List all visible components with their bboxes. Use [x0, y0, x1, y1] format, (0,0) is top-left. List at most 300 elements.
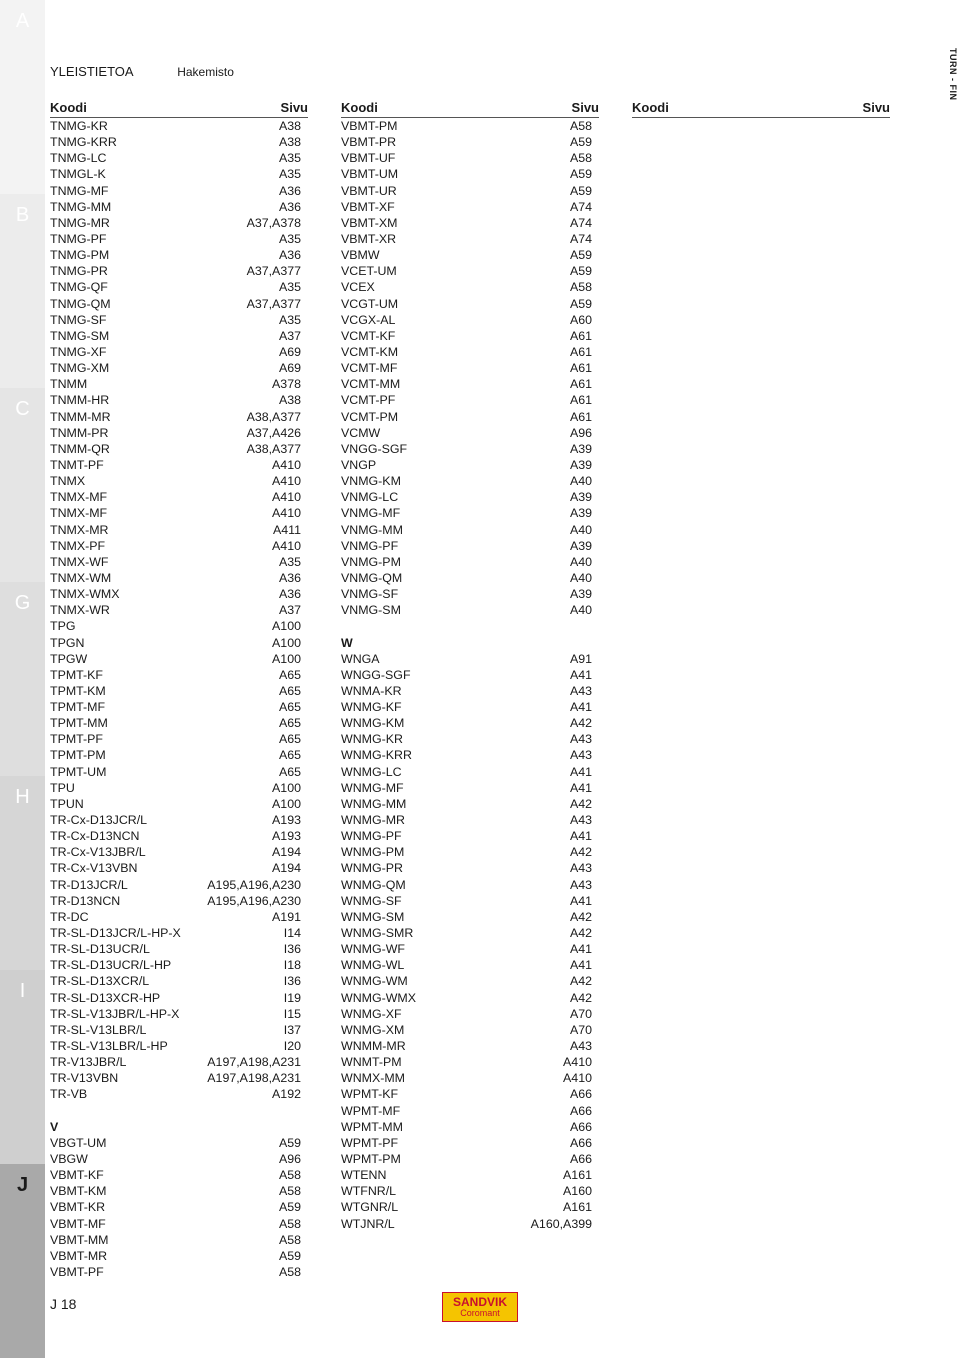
side-label: TURN - FIN: [948, 48, 958, 101]
item-code: VNMG-MM: [341, 522, 403, 537]
index-row: [50, 586, 308, 602]
item-code: TR-SL-D13UCR/L: [50, 942, 150, 957]
item-code: TR-V13VBN: [50, 1071, 119, 1086]
index-row: [341, 215, 599, 231]
page-header-label: Sivu: [280, 100, 308, 115]
column-header: [341, 100, 599, 118]
item-code: TNMX-PF: [50, 538, 106, 553]
item-code: WTENN: [341, 1168, 387, 1183]
item-page: A42: [569, 990, 592, 1005]
item-code: VBMT-XF: [341, 199, 395, 214]
index-row: [50, 957, 308, 973]
item-code: TR-Cx-D13NCN: [50, 829, 140, 844]
item-page: A160: [563, 1184, 592, 1199]
item-code: TNMG-PR: [50, 264, 108, 279]
item-code: VNMG-PF: [341, 538, 399, 553]
index-row: [50, 796, 308, 812]
item-code: VBMT-PF: [50, 1264, 104, 1279]
tab-g[interactable]: [0, 582, 45, 776]
item-page: A39: [569, 538, 592, 553]
index-row: [341, 150, 599, 166]
tab-b[interactable]: [0, 194, 45, 388]
tab-label: A: [15, 10, 30, 32]
index-row: [50, 667, 308, 683]
item-code: WNMG-QM: [341, 877, 406, 892]
item-page: A39: [569, 457, 592, 472]
index-row: [341, 1183, 599, 1199]
item-page: A38: [278, 135, 301, 150]
item-code: TNMG-MF: [50, 183, 109, 198]
item-page: A65: [278, 748, 301, 763]
item-page: A61: [569, 344, 592, 359]
index-row: [341, 1199, 599, 1215]
item-code: WNMG-SM: [341, 909, 405, 924]
index-row: [50, 1167, 308, 1183]
item-page: A40: [569, 570, 592, 585]
item-page: A43: [569, 861, 592, 876]
index-row: [50, 247, 308, 263]
index-row: [341, 328, 599, 344]
column-header: [50, 100, 308, 118]
item-code: VBMT-KR: [50, 1200, 106, 1215]
item-code: WNMG-WF: [341, 942, 405, 957]
index-row: [341, 699, 599, 715]
item-page: A43: [569, 877, 592, 892]
index-row: [341, 457, 599, 473]
index-row: [50, 328, 308, 344]
item-page: I20: [283, 1039, 301, 1054]
item-code: VBMT-KF: [50, 1168, 104, 1183]
item-page: A41: [569, 700, 592, 715]
index-row: [50, 425, 308, 441]
tab-h[interactable]: [0, 776, 45, 970]
item-page: A37,A377: [246, 296, 301, 311]
item-code: TNMM-MR: [50, 409, 111, 424]
item-page: A41: [569, 958, 592, 973]
item-code: VBGT-UM: [50, 1135, 107, 1150]
item-page: A378: [272, 377, 301, 392]
index-row: [50, 279, 308, 295]
item-code: WNMG-PF: [341, 829, 402, 844]
index-row: [341, 683, 599, 699]
item-code: WNMG-WL: [341, 958, 405, 973]
item-code: WTJNR/L: [341, 1216, 395, 1231]
item-page: A40: [569, 474, 592, 489]
tab-c[interactable]: [0, 388, 45, 582]
item-page: A59: [278, 1135, 301, 1150]
item-page: I19: [283, 990, 301, 1005]
index-row: [50, 1086, 308, 1102]
item-page: A410: [563, 1055, 592, 1070]
item-page: A41: [569, 893, 592, 908]
item-page: A74: [569, 215, 592, 230]
index-row: [50, 1135, 308, 1151]
index-row: [50, 618, 308, 634]
index-row: [341, 796, 599, 812]
item-page: A69: [278, 361, 301, 376]
index-row: [50, 360, 308, 376]
item-code: VCMT-KM: [341, 344, 399, 359]
index-row: [50, 635, 308, 651]
index-row: [50, 893, 308, 909]
index-row: [50, 473, 308, 489]
item-code: TNMM-QR: [50, 441, 110, 456]
item-page: A40: [569, 522, 592, 537]
index-row: [341, 199, 599, 215]
index-row: [341, 602, 599, 618]
item-page: A38: [278, 119, 301, 133]
index-row: [341, 425, 599, 441]
item-code: VNGP: [341, 457, 377, 472]
index-row: [341, 296, 599, 312]
index-row: [50, 489, 308, 505]
item-page: A161: [563, 1200, 592, 1215]
item-code: WNMA-KR: [341, 683, 402, 698]
item-page: A35: [278, 312, 301, 327]
index-row: [50, 457, 308, 473]
item-page: I37: [283, 1022, 301, 1037]
index-row: [50, 1022, 308, 1038]
index-row: [341, 925, 599, 941]
item-page: A410: [563, 1071, 592, 1086]
tab-j-active[interactable]: [0, 1164, 45, 1358]
column-body: [50, 118, 308, 1280]
item-code: VCGX-AL: [341, 312, 396, 327]
index-row: [50, 1264, 308, 1280]
item-code: WPMT-MM: [341, 1119, 403, 1134]
item-code: VBMT-MM: [50, 1232, 109, 1247]
item-code: VBMT-XR: [341, 231, 397, 246]
item-page: A65: [278, 764, 301, 779]
item-code: VBMT-MF: [50, 1216, 106, 1231]
index-row: [50, 409, 308, 425]
code-header: Koodi: [50, 100, 87, 115]
index-row: [50, 166, 308, 182]
item-code: TPMT-UM: [50, 764, 107, 779]
code-header: Koodi: [341, 100, 378, 115]
item-page: A41: [569, 667, 592, 682]
item-page: A35: [278, 280, 301, 295]
item-code: TR-SL-V13LBR/L-HP: [50, 1039, 168, 1054]
index-row: [341, 247, 599, 263]
item-code: TNMG-XF: [50, 344, 107, 359]
page-header: [50, 64, 234, 79]
item-code: WNMG-LC: [341, 764, 402, 779]
item-code: WPMT-MF: [341, 1103, 401, 1118]
index-row: [341, 1216, 599, 1232]
index-row: [341, 764, 599, 780]
item-page: A100: [272, 796, 301, 811]
item-code: TNMG-KRR: [50, 135, 117, 150]
index-row: [50, 522, 308, 538]
index-row: [50, 505, 308, 521]
item-code: WNMG-PR: [341, 861, 403, 876]
item-code: TNMT-PF: [50, 457, 104, 472]
index-row: [341, 973, 599, 989]
item-code: TNMX: [50, 474, 86, 489]
index-row: [341, 118, 599, 134]
index-row: [50, 1054, 308, 1070]
index-row: [50, 1248, 308, 1264]
item-page: A100: [272, 635, 301, 650]
index-row: [50, 925, 308, 941]
item-code: VCMT-MF: [341, 361, 398, 376]
item-page: I36: [283, 974, 301, 989]
item-code: WPMT-KF: [341, 1087, 399, 1102]
item-page: A161: [563, 1168, 592, 1183]
item-code: VNMG-MF: [341, 506, 401, 521]
index-row: [341, 893, 599, 909]
item-code: TR-SL-D13UCR/L-HP: [50, 958, 172, 973]
item-page: A42: [569, 845, 592, 860]
item-code: TPMT-KF: [50, 667, 103, 682]
index-row: [341, 312, 599, 328]
item-page: A66: [569, 1087, 592, 1102]
index-row: [341, 1022, 599, 1038]
item-code: WNMG-KF: [341, 700, 402, 715]
code-header: Koodi: [632, 100, 669, 115]
item-page: A193: [272, 829, 301, 844]
index-row: [50, 909, 308, 925]
item-page: A58: [569, 151, 592, 166]
item-page: A410: [272, 538, 301, 553]
index-row: [50, 1038, 308, 1054]
index-row: [341, 909, 599, 925]
index-column-1: [50, 100, 308, 1280]
tab-a[interactable]: [0, 0, 45, 194]
logo-line-1: SANDVIK: [452, 1295, 507, 1309]
item-page: A192: [272, 1087, 301, 1102]
item-page: A42: [569, 796, 592, 811]
item-code: TNMM: [50, 377, 88, 392]
item-page: A58: [278, 1216, 301, 1231]
item-code: TNMX-WM: [50, 570, 112, 585]
index-row: [50, 570, 308, 586]
index-row: [341, 279, 599, 295]
item-page: A96: [278, 1152, 301, 1166]
index-row: [341, 1135, 599, 1151]
item-page: A58: [278, 1232, 301, 1247]
index-column-3: [632, 100, 890, 118]
item-code: TR-Cx-V13VBN: [50, 861, 138, 876]
item-page: A41: [569, 764, 592, 779]
item-code: TNMG-SM: [50, 328, 110, 343]
index-row: [50, 990, 308, 1006]
index-row: [50, 538, 308, 554]
page-number: J 18: [50, 1296, 77, 1312]
index-row: [341, 1006, 599, 1022]
item-page: A61: [569, 328, 592, 343]
index-row: [341, 538, 599, 554]
item-code: TR-SL-V13LBR/L: [50, 1022, 147, 1037]
item-code: TPUN: [50, 796, 84, 811]
item-page: A100: [272, 780, 301, 795]
page-header-label: Sivu: [571, 100, 599, 115]
item-page: A59: [569, 167, 592, 182]
index-row: [341, 731, 599, 747]
item-page: A58: [278, 1184, 301, 1199]
index-row: [50, 199, 308, 215]
index-row: [341, 554, 599, 570]
item-page: A60: [569, 312, 592, 327]
group-spacer: [50, 1103, 308, 1119]
group-spacer: [341, 618, 599, 634]
index-row: [341, 844, 599, 860]
index-row: [341, 715, 599, 731]
item-page: A36: [278, 570, 301, 585]
item-page: A410: [272, 474, 301, 489]
item-page: A65: [278, 700, 301, 715]
index-row: [50, 376, 308, 392]
item-page: A61: [569, 393, 592, 408]
item-page: A74: [569, 231, 592, 246]
index-row: [341, 941, 599, 957]
item-page: I18: [283, 958, 301, 973]
item-page: A410: [272, 490, 301, 505]
tab-label: H: [15, 786, 30, 808]
index-column-2: [341, 100, 599, 1232]
index-row: [50, 1070, 308, 1086]
index-row: [341, 860, 599, 876]
item-code: VCMT-PM: [341, 409, 399, 424]
item-code: VBMT-UM: [341, 167, 399, 182]
index-row: [341, 1167, 599, 1183]
index-row: [341, 263, 599, 279]
item-code: VBMT-PR: [341, 135, 397, 150]
item-code: TNMG-PF: [50, 231, 107, 246]
index-row: [341, 1119, 599, 1135]
index-row: [341, 990, 599, 1006]
index-row: [341, 747, 599, 763]
index-row: [50, 215, 308, 231]
item-page: A37: [278, 328, 301, 343]
index-row: [50, 296, 308, 312]
item-code: TR-D13NCN: [50, 893, 121, 908]
item-code: VCEX: [341, 280, 375, 295]
item-page: A59: [278, 1200, 301, 1215]
item-code: VNMG-LC: [341, 490, 399, 505]
item-page: I36: [283, 942, 301, 957]
index-row: [50, 134, 308, 150]
item-code: TNMX-MF: [50, 490, 108, 505]
item-page: A40: [569, 603, 592, 618]
item-code: TPMT-KM: [50, 683, 106, 698]
item-page: A36: [278, 248, 301, 263]
index-row: [341, 1103, 599, 1119]
item-code: TR-SL-D13XCR-HP: [50, 990, 161, 1005]
item-code: WNMM-MR: [341, 1039, 406, 1054]
item-page: A65: [278, 716, 301, 731]
item-page: I14: [283, 926, 301, 941]
item-page: A38: [278, 393, 301, 408]
item-code: TPGN: [50, 635, 85, 650]
item-page: A195,A196,A230: [207, 877, 301, 892]
item-code: TR-SL-V13JBR/L-HP-X: [50, 1006, 180, 1021]
index-row: [50, 812, 308, 828]
item-code: WPMT-PM: [341, 1152, 401, 1166]
item-code: VBMT-XM: [341, 215, 398, 230]
item-page: A42: [569, 974, 592, 989]
item-page: A194: [272, 861, 301, 876]
item-page: A40: [569, 554, 592, 569]
item-code: TNMG-KR: [50, 119, 108, 133]
item-code: WNMG-SMR: [341, 926, 414, 941]
item-page: A42: [569, 909, 592, 924]
item-page: A58: [569, 119, 592, 133]
item-code: VBMT-UR: [341, 183, 397, 198]
index-row: [341, 166, 599, 182]
item-code: TPMT-PM: [50, 748, 106, 763]
index-row: [341, 812, 599, 828]
item-page: A58: [569, 280, 592, 295]
index-row: [341, 1070, 599, 1086]
column-body: [341, 118, 599, 1232]
item-code: WNMG-KRR: [341, 748, 412, 763]
item-page: A36: [278, 183, 301, 198]
item-code: TPU: [50, 780, 75, 795]
item-code: WNMG-SF: [341, 893, 402, 908]
index-row: [50, 860, 308, 876]
item-code: TPMT-MM: [50, 716, 108, 731]
item-page: A160,A399: [530, 1216, 592, 1231]
logo-line-2: Coromant: [460, 1308, 500, 1318]
item-page: A70: [569, 1006, 592, 1021]
index-row: [341, 1038, 599, 1054]
item-code: VBMW: [341, 248, 380, 263]
item-page: A35: [278, 554, 301, 569]
item-code: VCMT-KF: [341, 328, 396, 343]
index-row: [341, 183, 599, 199]
column-header: [632, 100, 890, 118]
section-tabs: [0, 0, 45, 1358]
index-row: [50, 1232, 308, 1248]
item-page: A39: [569, 441, 592, 456]
item-page: A58: [278, 1168, 301, 1183]
tab-i[interactable]: [0, 970, 45, 1164]
item-code: WTGNR/L: [341, 1200, 399, 1215]
item-code: VBMT-PM: [341, 119, 398, 133]
index-row: [341, 877, 599, 893]
item-page: A37,A378: [246, 215, 301, 230]
item-page: A74: [569, 199, 592, 214]
item-page: A35: [278, 167, 301, 182]
index-row: [341, 489, 599, 505]
item-page: A41: [569, 780, 592, 795]
index-row: [50, 441, 308, 457]
item-page: A42: [569, 716, 592, 731]
item-code: TNMG-QM: [50, 296, 111, 311]
index-row: [341, 1054, 599, 1070]
item-code: TR-VB: [50, 1087, 88, 1102]
item-page: A100: [272, 651, 301, 666]
index-row: [341, 409, 599, 425]
index-row: [50, 747, 308, 763]
item-code: TNMG-QF: [50, 280, 108, 295]
tab-label: I: [19, 980, 26, 1002]
item-page: A65: [278, 732, 301, 747]
item-code: TNMM-HR: [50, 393, 110, 408]
index-row: [50, 828, 308, 844]
item-page: A38,A377: [246, 441, 301, 456]
item-code: TNMX-MF: [50, 506, 108, 521]
item-page: A39: [569, 490, 592, 505]
item-code: WTFNR/L: [341, 1184, 397, 1199]
item-page: A41: [569, 942, 592, 957]
item-code: WNGG-SGF: [341, 667, 411, 682]
index-row: [341, 957, 599, 973]
index-row: [341, 360, 599, 376]
item-page: A41: [569, 829, 592, 844]
